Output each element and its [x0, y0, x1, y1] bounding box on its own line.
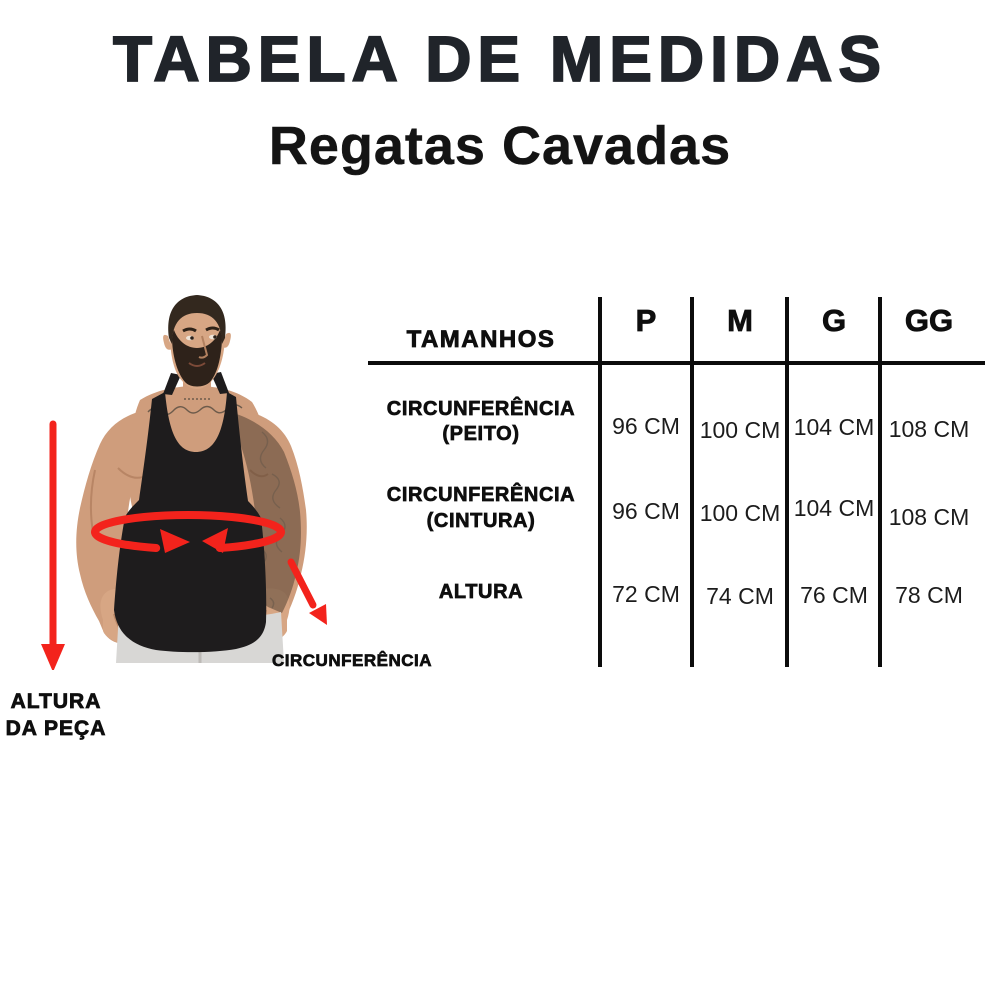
table-cell: 100 CM	[699, 500, 781, 526]
page-title: TABELA DE MEDIDAS	[113, 23, 887, 95]
circumference-label: CIRCUNFERÊNCIA	[272, 651, 432, 670]
height-arrowhead-icon	[41, 644, 65, 670]
table-cell: 104 CM	[793, 414, 875, 440]
table-cell: 108 CM	[888, 504, 970, 530]
table-cell: 96 CM	[612, 498, 680, 524]
table-cell: 76 CM	[800, 582, 868, 608]
table-column-divider	[785, 297, 789, 667]
height-of-garment-label: ALTURA DA PEÇA	[5, 690, 107, 740]
row-label-height: ALTURA	[438, 581, 524, 603]
table-column-divider	[690, 297, 694, 667]
table-column-divider	[878, 297, 882, 667]
model-illustration	[76, 295, 307, 663]
table-cell: 96 CM	[612, 413, 680, 439]
table-cell: 104 CM	[793, 495, 875, 521]
table-cell: 78 CM	[895, 582, 963, 608]
size-column-header-p: P	[635, 303, 657, 338]
table-cell: 108 CM	[888, 416, 970, 442]
table-cell: 72 CM	[612, 581, 680, 607]
size-column-header-m: M	[727, 303, 753, 338]
table-cell: 74 CM	[706, 583, 774, 609]
page-subtitle: Regatas Cavadas	[268, 116, 732, 176]
size-column-header-gg: GG	[904, 303, 954, 338]
table-cell: 100 CM	[699, 417, 781, 443]
table-header-divider	[368, 361, 985, 365]
row-label-chest-circumference: CIRCUNFERÊNCIA (PEITO)	[386, 398, 576, 445]
row-label-waist-circumference: CIRCUNFERÊNCIA (CINTURA)	[386, 484, 576, 532]
size-column-header-g: G	[821, 303, 847, 338]
table-corner-label: TAMANHOS	[406, 326, 556, 353]
